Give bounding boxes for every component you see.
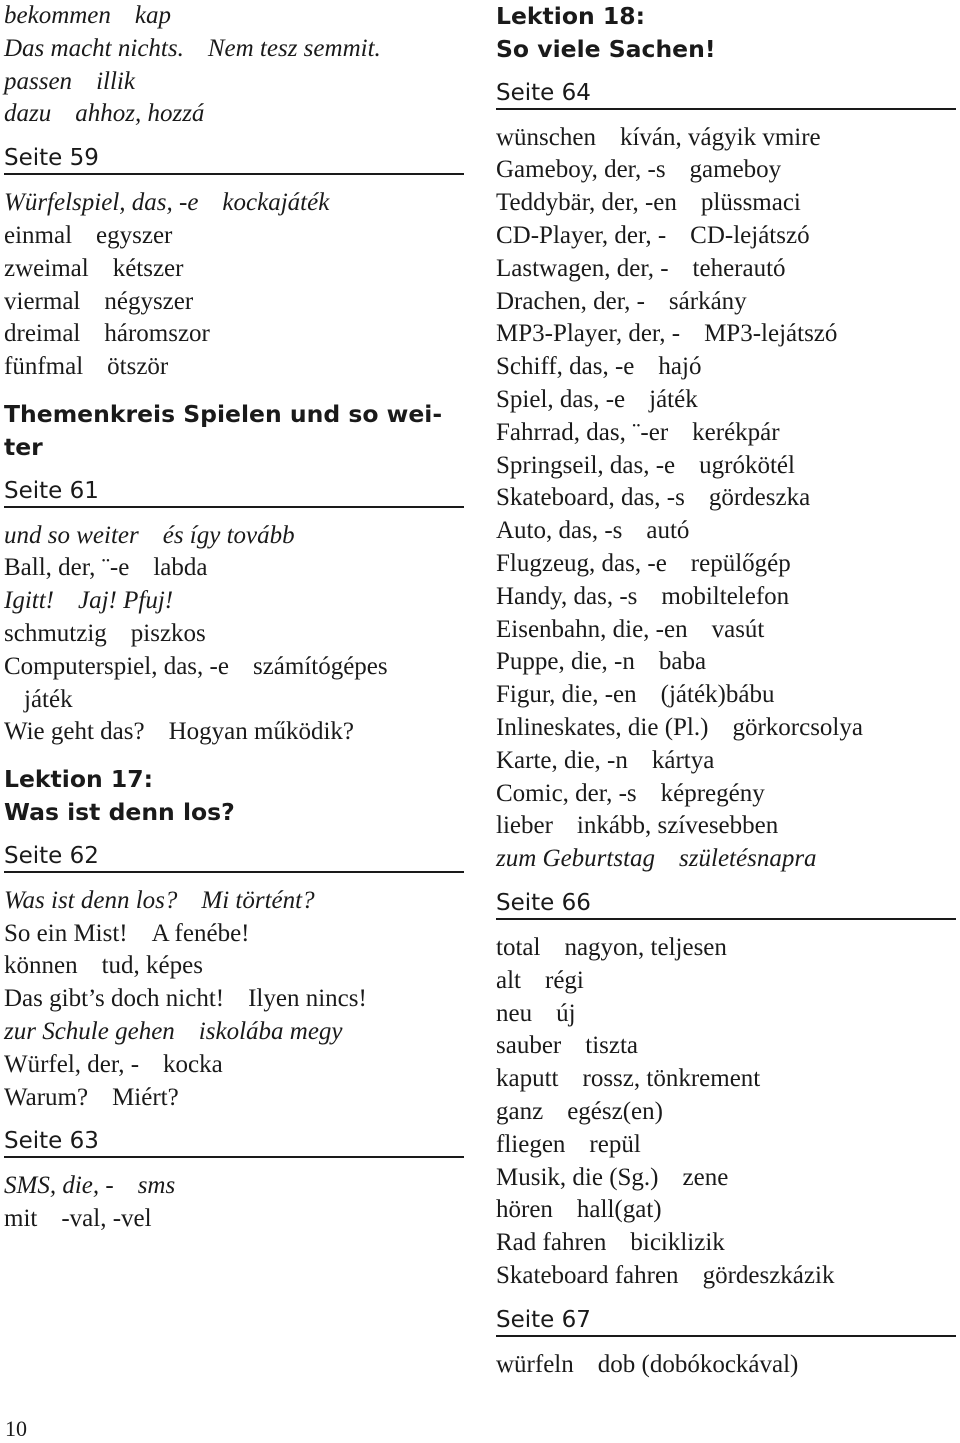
hungarian-translation: tud, képes [101, 952, 203, 980]
german-term: MP3-Player, der, - [496, 320, 681, 348]
page-reference-heading: Seite 67 [496, 1293, 956, 1337]
hungarian-translation: MP3-lejátszó [704, 320, 838, 348]
vocab-entry [496, 548, 956, 581]
hungarian-translation: kétszer [112, 254, 184, 282]
german-term: bekommen [4, 2, 111, 29]
vocab-entry [496, 614, 956, 647]
hungarian-translation: egyszer [96, 221, 173, 249]
hungarian-translation: kocka [163, 1050, 223, 1078]
lesson-18-number: Lektion 18: [496, 2, 645, 30]
german-term: Würfel, der, - [4, 1050, 140, 1078]
page-number: 10 [5, 1416, 27, 1441]
vocab-entry [4, 1016, 464, 1049]
vocab-entry [4, 684, 464, 717]
vocab-entry [496, 351, 956, 384]
german-term: Drachen, der, - [496, 287, 645, 315]
hungarian-translation: ötször [107, 353, 169, 381]
vocab-entry [496, 712, 956, 745]
german-term: Comic, der, -s [496, 779, 637, 807]
german-term: SMS, die, - [4, 1172, 114, 1200]
hungarian-translation: kap [134, 2, 172, 29]
vocab-entry [4, 1170, 464, 1203]
hungarian-translation: -val, -vel [61, 1205, 152, 1233]
german-term: Skateboard fahren [496, 1261, 679, 1289]
german-term: Auto, das, -s [496, 517, 623, 545]
german-term: neu [496, 999, 533, 1027]
vocab-entry [496, 646, 956, 679]
german-term: würfeln [496, 1350, 574, 1378]
german-term: Schiff, das, -e [496, 353, 635, 381]
german-term: total [496, 933, 541, 961]
german-term: fliegen [496, 1130, 566, 1158]
hungarian-translation: dob (dobókockával) [597, 1350, 799, 1378]
vocab-entry [496, 932, 956, 965]
hungarian-translation: rossz, tönkrement [582, 1065, 761, 1093]
page-reference-heading: Seite 62 [4, 829, 464, 873]
hungarian-translation: Hogyan működik? [168, 718, 354, 746]
hungarian-translation: tiszta [585, 1032, 639, 1060]
german-term: Figur, die, -en [496, 681, 637, 709]
hungarian-translation: Mi történt? [201, 886, 315, 914]
german-term: Rad fahren [496, 1229, 607, 1257]
vocab-entry [4, 33, 464, 66]
german-term: Warum? [4, 1083, 89, 1111]
hungarian-translation: új [556, 999, 576, 1027]
vocab-block-top [4, 0, 464, 131]
german-term: schmutzig [4, 619, 107, 647]
vocab-entry [4, 66, 464, 99]
theme-heading-line-2: ter [4, 432, 43, 461]
vocab-entry [496, 810, 956, 843]
german-term: Musik, die (Sg.) [496, 1163, 659, 1191]
hungarian-translation: négyszer [104, 287, 194, 315]
german-term: ganz [496, 1097, 544, 1125]
german-term: einmal [4, 221, 73, 249]
hungarian-translation: nagyon, teljesen [564, 933, 727, 961]
hungarian-translation: A fenébe! [151, 919, 250, 947]
hungarian-translation: gameboy [689, 156, 782, 184]
vocab-entry [4, 618, 464, 651]
hungarian-translation: régi [545, 966, 584, 994]
german-term: Das gibt’s doch nicht! [4, 985, 225, 1013]
hungarian-translation: születésnapra [679, 845, 817, 873]
vocab-entry [496, 1162, 956, 1195]
hungarian-translation: Ilyen nincs! [248, 985, 367, 1013]
german-term: Igitt! [4, 587, 54, 615]
german-term: Ball, der, ¨-e [4, 554, 130, 582]
vocab-entry [496, 998, 956, 1031]
german-term: mit [4, 1205, 38, 1233]
vocab-block-seite-64-67 [496, 66, 956, 1382]
german-term: Eisenbahn, die, -en [496, 615, 688, 643]
hungarian-translation: inkább, szívesebben [576, 812, 779, 840]
page-reference-heading: Seite 66 [496, 876, 956, 920]
german-term: So ein Mist! [4, 919, 128, 947]
vocab-entry [4, 351, 464, 384]
vocab-entry [496, 1030, 956, 1063]
hungarian-translation: egész(en) [567, 1097, 663, 1125]
lesson-17-number: Lektion 17: [4, 765, 153, 794]
vocab-entry [4, 885, 464, 918]
vocab-entry [496, 778, 956, 811]
german-term: Springseil, das, -e [496, 451, 676, 479]
page-reference-heading: Seite 59 [4, 131, 464, 175]
hungarian-translation: kártya [651, 746, 715, 774]
vocab-entry [4, 286, 464, 319]
german-term: lieber [496, 812, 553, 840]
page-reference-heading: Seite 64 [496, 66, 956, 110]
page-reference-heading: Seite 61 [4, 464, 464, 508]
german-term: Lastwagen, der, - [496, 254, 669, 282]
german-term: sauber [496, 1032, 562, 1060]
german-term: Gameboy, der, -s [496, 156, 666, 184]
hungarian-translation: repül [589, 1130, 641, 1158]
hungarian-translation: képregény [660, 779, 765, 807]
german-term: Handy, das, -s [496, 582, 638, 610]
vocab-entry [4, 187, 464, 220]
vocab-entry [4, 716, 464, 749]
hungarian-translation: illik [96, 67, 135, 95]
hungarian-translation: ugrókötél [699, 451, 795, 479]
vocab-entry [4, 1082, 464, 1115]
german-term: und so weiter [4, 521, 139, 549]
hungarian-translation: plüssmaci [700, 189, 801, 217]
vocab-entry [496, 187, 956, 220]
vocab-entry [4, 1049, 464, 1082]
german-term: passen [4, 67, 73, 95]
hungarian-translation: CD-lejátszó [690, 221, 810, 249]
vocab-entry [4, 552, 464, 585]
hungarian-translation: zene [682, 1163, 729, 1191]
vocab-entry [496, 122, 956, 155]
german-term: Computerspiel, das, -e [4, 652, 229, 680]
vocab-entry [496, 286, 956, 319]
vocab-entry [496, 679, 956, 712]
vocab-entry [496, 450, 956, 483]
vocab-entry [4, 950, 464, 983]
lesson-18-heading [496, 0, 956, 66]
hungarian-translation: Miért? [112, 1083, 179, 1111]
hungarian-translation: számítógépes [252, 652, 388, 680]
hungarian-translation: sms [137, 1172, 176, 1200]
german-term: Wie geht das? [4, 718, 145, 746]
theme-heading [4, 398, 464, 464]
page-reference-heading: Seite 63 [4, 1114, 464, 1158]
hungarian-translation: Jaj! Pfuj! [78, 587, 174, 615]
vocab-block-seite-59 [4, 131, 464, 384]
vocab-entry [4, 253, 464, 286]
vocab-entry [496, 1096, 956, 1129]
vocab-entry [496, 220, 956, 253]
german-term: hören [496, 1196, 553, 1224]
hungarian-translation: háromszor [104, 320, 210, 348]
vocab-entry [496, 745, 956, 778]
hungarian-translation: játék [649, 385, 698, 413]
german-term: zum Geburtstag [496, 845, 656, 873]
vocab-entry [4, 585, 464, 618]
right-column [496, 0, 956, 1381]
german-term: Was ist denn los? [4, 886, 178, 914]
german-term: fünfmal [4, 353, 84, 381]
vocab-entry [4, 1203, 464, 1236]
german-term: wünschen [496, 123, 596, 151]
vocab-entry [496, 384, 956, 417]
german-term: Puppe, die, -n [496, 648, 635, 676]
hungarian-translation: játék [24, 685, 73, 713]
hungarian-translation: görkorcsolya [732, 713, 863, 741]
vocab-block-seite-62-63 [4, 829, 464, 1236]
hungarian-translation: baba [658, 648, 707, 676]
hungarian-translation: iskolába megy [198, 1017, 343, 1045]
vocab-entry [4, 651, 464, 684]
left-column [4, 0, 464, 1236]
hungarian-translation: (játék)bábu [660, 681, 775, 709]
hungarian-translation: gördeszkázik [702, 1261, 835, 1289]
german-term: Das macht nichts. [4, 34, 184, 62]
german-term: kaputt [496, 1065, 559, 1093]
german-term: Karte, die, -n [496, 746, 628, 774]
hungarian-translation: biciklizik [630, 1229, 725, 1257]
german-term: zur Schule gehen [4, 1017, 175, 1045]
theme-heading-line-1: Themenkreis Spielen und so wei- [4, 399, 443, 428]
vocab-entry [496, 1129, 956, 1162]
german-term: Flugzeug, das, -e [496, 549, 667, 577]
hungarian-translation: kerékpár [692, 418, 780, 446]
vocab-entry [496, 154, 956, 187]
vocab-entry [496, 1194, 956, 1227]
vocab-entry [496, 1349, 956, 1382]
hungarian-translation: kockajáték [222, 189, 330, 217]
german-term: zweimal [4, 254, 89, 282]
hungarian-translation: kíván, vágyik vmire [619, 123, 821, 151]
german-term: können [4, 952, 78, 980]
vocab-entry [496, 965, 956, 998]
lesson-17-title: Was ist denn los? [4, 797, 235, 826]
vocab-entry [4, 918, 464, 951]
vocab-entry [496, 1227, 956, 1260]
vocab-entry [496, 1063, 956, 1096]
lesson-17-heading [4, 763, 464, 829]
hungarian-translation: mobiltelefon [661, 582, 790, 610]
vocab-entry [496, 417, 956, 450]
hungarian-translation: ahhoz, hozzá [75, 100, 205, 128]
vocab-entry [496, 515, 956, 548]
german-term: dazu [4, 100, 52, 128]
vocab-entry [4, 983, 464, 1016]
german-term: Inlineskates, die (Pl.) [496, 713, 709, 741]
german-term: Skateboard, das, -s [496, 484, 685, 512]
vocab-entry [4, 0, 464, 33]
vocab-entry [4, 98, 464, 131]
hungarian-translation: teherautó [692, 254, 786, 282]
vocab-entry [496, 1260, 956, 1293]
german-term: viermal [4, 287, 81, 315]
german-term: alt [496, 966, 521, 994]
vocab-block-seite-61 [4, 464, 464, 750]
hungarian-translation: labda [153, 554, 208, 582]
german-term: dreimal [4, 320, 81, 348]
hungarian-translation: autó [646, 517, 690, 545]
hungarian-translation: piszkos [130, 619, 206, 647]
hungarian-translation: vasút [711, 615, 765, 643]
vocab-entry [496, 843, 956, 876]
lesson-18-title: So viele Sachen! [496, 34, 716, 63]
vocab-entry [4, 220, 464, 253]
hungarian-translation: Nem tesz semmit. [207, 34, 381, 62]
vocab-entry [496, 482, 956, 515]
vocab-entry [496, 318, 956, 351]
german-term: Fahrrad, das, ¨-er [496, 418, 669, 446]
hungarian-translation: és így tovább [162, 521, 295, 549]
german-term: Teddybär, der, -en [496, 189, 677, 217]
hungarian-translation: sárkány [668, 287, 747, 315]
vocab-entry [4, 318, 464, 351]
german-term: Spiel, das, -e [496, 385, 626, 413]
hungarian-translation: repülőgép [690, 549, 791, 577]
vocab-entry [496, 581, 956, 614]
vocab-entry [496, 253, 956, 286]
hungarian-translation: hall(gat) [576, 1196, 662, 1224]
vocab-entry [4, 520, 464, 553]
german-term: Würfelspiel, das, -e [4, 189, 199, 217]
hungarian-translation: gördeszka [708, 484, 811, 512]
german-term: CD-Player, der, - [496, 221, 667, 249]
hungarian-translation: hajó [658, 353, 702, 381]
